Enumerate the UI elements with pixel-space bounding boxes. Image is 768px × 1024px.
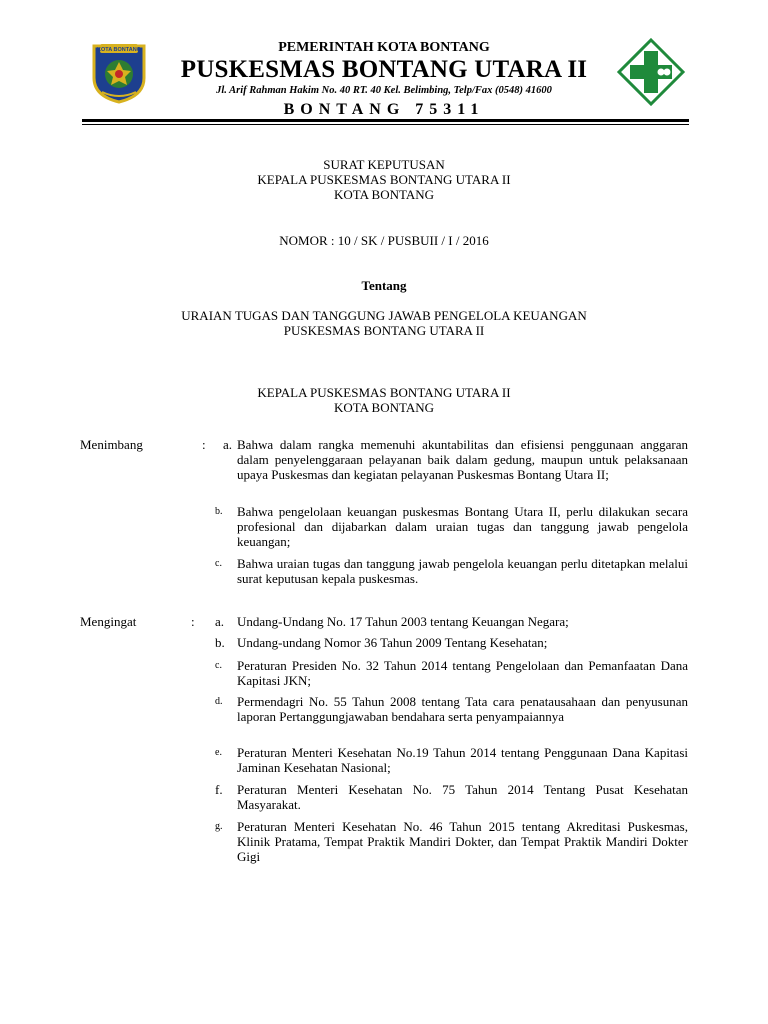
decree-title-line3: KOTA BONTANG <box>333 187 435 202</box>
issuer-line2: KOTA BONTANG <box>333 400 435 415</box>
emblem-text: KOTA BONTANG <box>97 47 141 53</box>
item-text: Peraturan Menteri Kesehatan No. 75 Tahun 2014 Tentang Pusat Kesehatan Masyarakat. <box>237 782 688 812</box>
decree-subject-line1: URAIAN TUGAS DAN TANGGUNG JAWAB PENGELOLA KEUANGAN <box>181 308 587 323</box>
government-name: PEMERINTAH KOTA BONTANG <box>278 40 490 55</box>
item-text: Bahwa uraian tugas dan tanggung jawab pengelola keuangan perlu ditetapkan melalui surat keputusan kepala puskesmas. <box>237 556 688 586</box>
item-marker: a. <box>215 614 225 629</box>
item-text: Peraturan Presiden No. 32 Tahun 2014 tentang Pengelolaan dan Pemanfaatan Dana Kapitasi JKN; <box>237 658 688 688</box>
item-text: Peraturan Menteri Kesehatan No.19 Tahun 2014 tentang Penggunaan Dana Kapitasi Jaminan Kesehatan Nasional; <box>237 745 688 775</box>
item-marker: f. <box>215 782 223 797</box>
item-text: Undang-Undang No. 17 Tahun 2003 tentang Keuangan Negara; <box>237 614 569 629</box>
item-marker: d. <box>215 696 223 707</box>
decree-subject-line2: PUSKESMAS BONTANG UTARA II <box>283 323 485 338</box>
tentang-heading: Tentang <box>361 278 407 293</box>
institution-city: BONTANG 75311 <box>283 101 485 118</box>
item-text: Bahwa dalam rangka memenuhi akuntabilitas dan efisiensi penggunaan anggaran dalam penyelenggaraan pelayanan baik dalam gedung, maupun untuk pelaksanaan upaya Puskesmas dan kegiatan pelayanan Puskesmas Bontang Utara II; <box>237 437 688 482</box>
item-text: Permendagri No. 55 Tahun 2008 tentang Tata cara penatausahaan dan penyusunan laporan Pertanggungjawaban bendahara serta penyampaiannya <box>237 694 688 724</box>
decree-number: NOMOR : 10 / SK / PUSBUII / I / 2016 <box>279 233 489 248</box>
letterhead <box>150 40 618 120</box>
mengingat-label: Mengingat <box>80 614 137 629</box>
mengingat-colon: : <box>191 614 195 629</box>
item-marker: c. <box>215 558 222 569</box>
letterhead-rule-thick <box>82 119 689 122</box>
decree-title-line2: KEPALA PUSKESMAS BONTANG UTARA II <box>257 172 511 187</box>
item-marker: b. <box>215 506 223 517</box>
item-marker: g. <box>215 821 223 832</box>
item-marker: a. <box>223 437 233 452</box>
item-marker: b. <box>215 635 225 650</box>
institution-name: PUSKESMAS BONTANG UTARA II <box>180 56 588 83</box>
bontang-city-emblem <box>88 40 150 104</box>
item-marker: e. <box>215 747 222 758</box>
item-text: Bahwa pengelolaan keuangan puskesmas Bontang Utara II, perlu dilakukan secara profesional dan dijabarkan dalam uraian tugas dan tanggung jawab pengelola keuangan; <box>237 504 688 549</box>
letterhead-rule-thin <box>82 124 689 125</box>
issuer-line1: KEPALA PUSKESMAS BONTANG UTARA II <box>257 385 511 400</box>
item-text: Undang-undang Nomor 36 Tahun 2009 Tentang Kesehatan; <box>237 635 548 650</box>
issuer-heading <box>80 385 688 415</box>
decree-title-line1: SURAT KEPUTUSAN <box>323 157 445 172</box>
institution-address: Jl. Arif Rahman Hakim No. 40 RT. 40 Kel. Belimbing, Telp/Fax (0548) 41600 <box>216 85 552 96</box>
decree-title <box>80 157 688 202</box>
item-text: Peraturan Menteri Kesehatan No. 46 Tahun 2015 tentang Akreditasi Puskesmas, Klinik Pratama, Tempat Praktik Mandiri Dokter, dan Tempat Praktik Mandiri Dokter Gigi <box>237 819 688 864</box>
menimbang-label: Menimbang <box>80 437 143 452</box>
puskesmas-logo <box>617 38 685 106</box>
decree-subject <box>80 308 688 338</box>
menimbang-colon: : <box>202 437 206 452</box>
item-marker: c. <box>215 660 222 671</box>
